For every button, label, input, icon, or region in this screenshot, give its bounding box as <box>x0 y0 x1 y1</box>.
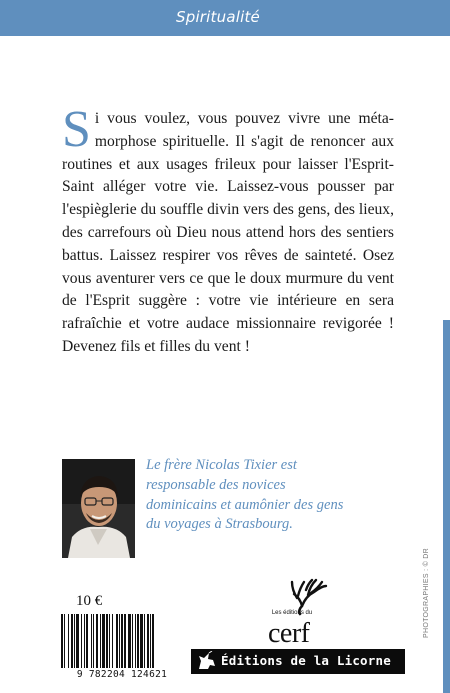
barcode-bar <box>91 614 92 668</box>
barcode-bar <box>106 614 108 668</box>
barcode-bar <box>112 614 113 668</box>
licorne-imprint-bar <box>191 649 405 674</box>
barcode-bar <box>152 614 154 668</box>
barcode-bar <box>96 614 98 668</box>
barcode-bar <box>84 614 85 668</box>
barcode-bar <box>119 614 120 668</box>
back-cover-blurb <box>62 101 394 359</box>
imprint-label: Éditions de la Licorne <box>221 653 391 668</box>
barcode-bar <box>137 614 139 668</box>
barcode-bar <box>147 614 149 668</box>
cerf-wordmark: cerf <box>268 618 310 649</box>
barcode-bar <box>93 614 94 668</box>
author-bio: Le frère Nicolas Tixier est responsable des novices dominicains et aumônier des gens du voyages à Strasbourg. <box>146 457 344 533</box>
category-banner <box>0 0 450 36</box>
cerf-small-label: Les éditions du <box>271 610 313 616</box>
barcode-bar <box>121 614 123 668</box>
barcode-bar <box>135 614 136 668</box>
drop-cap: S <box>62 101 91 158</box>
barcode-bar <box>81 614 82 668</box>
blurb-text: i vous voulez, vous pouvez vivre une méta-morphose spirituelle. Il s'agit de renoncer aux routines et aux usages frileux pour laisser l'Esprit-Saint alléger votre vie. Laissez-vous pousser par l'espièglerie du souffle divin vers des gens, des lieux, des carrefours où Dieu nous attend hors des sentiers battus. Laissez respirer vos rêves de sainteté. Osez vous aventurer vers ce que le doux murmure du vent de l'Esprit suggère : votre vie intérieure en sera rafraîchie et votre audace missionnaire revigorée ! Devenez fils et filles du vent ! <box>62 110 394 355</box>
barcode-bar <box>61 614 63 668</box>
barcode-bar <box>64 614 65 668</box>
barcode-bar <box>124 614 126 668</box>
barcode-bar <box>71 614 73 668</box>
barcode-bar <box>144 614 145 668</box>
barcode-bars <box>59 614 185 668</box>
author-photo <box>62 459 135 558</box>
photo-credit: PHOTOGRAPHIES : © DR <box>423 548 430 638</box>
barcode-bar <box>132 614 133 668</box>
isbn-digits: 9 782204 124621 <box>76 669 168 680</box>
barcode-bar <box>109 614 110 668</box>
spine-strip <box>443 320 450 693</box>
category-label: Spiritualité <box>176 8 260 26</box>
isbn-barcode <box>59 614 185 686</box>
barcode-bar <box>140 614 143 668</box>
barcode-bar <box>68 614 69 668</box>
price-label: 10 € <box>76 593 103 609</box>
barcode-bar <box>86 614 88 668</box>
unicorn-icon <box>196 651 218 671</box>
barcode-bar <box>116 614 118 668</box>
barcode-bar <box>76 614 79 668</box>
barcode-bar <box>150 614 151 668</box>
barcode-bar <box>102 614 105 668</box>
barcode-bar <box>74 614 75 668</box>
barcode-bar <box>100 614 101 668</box>
barcode-bar <box>128 614 131 668</box>
